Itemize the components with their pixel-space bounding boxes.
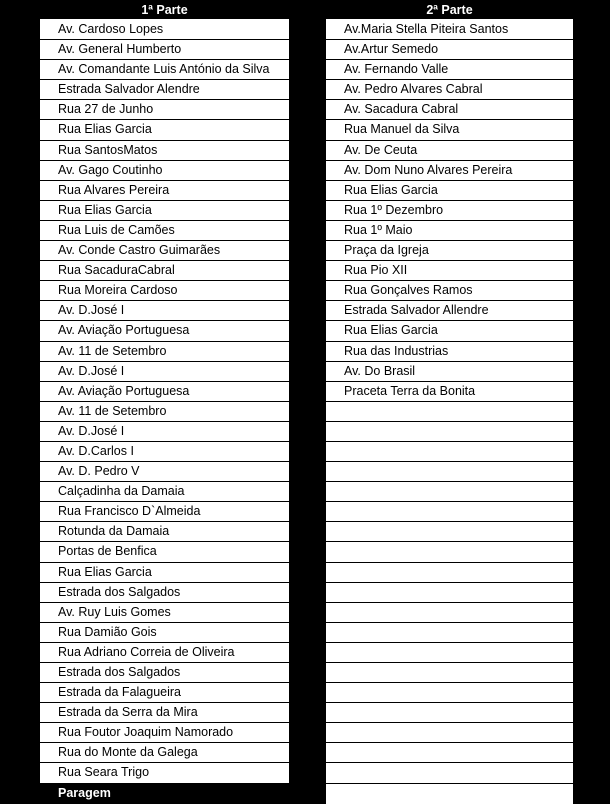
part2-row: Av.Maria Stella Piteira Santos: [326, 20, 573, 40]
part1-row: Av. Comandante Luis António da Silva: [40, 60, 289, 80]
part2-row: Praça da Igreja: [326, 241, 573, 261]
part1-row: Rotunda da Damaia: [40, 522, 289, 542]
part1-row: Rua Seara Trigo: [40, 763, 289, 783]
part1-row: Rua do Monte da Galega: [40, 743, 289, 763]
part2-row: Rua Manuel da Silva: [326, 120, 573, 140]
part1-row: Estrada dos Salgados: [40, 663, 289, 683]
part2-empty-row: [326, 402, 573, 422]
part1-row: Rua Damião Gois: [40, 623, 289, 643]
part1-row: Av. D. Pedro V: [40, 462, 289, 482]
part2-empty-row: [326, 583, 573, 603]
part1-row: Estrada da Falagueira: [40, 683, 289, 703]
part1-row: Av. Cardoso Lopes: [40, 20, 289, 40]
part1-row: Rua Foutor Joaquim Namorado: [40, 723, 289, 743]
part1-row: Rua 27 de Junho: [40, 100, 289, 120]
part2-empty-row: [326, 703, 573, 723]
part1-header: 1ª Parte: [40, 0, 289, 20]
part2-row: Rua Elias Garcia: [326, 181, 573, 201]
part2-header: 2ª Parte: [326, 0, 573, 20]
part2-row: Rua Pio XII: [326, 261, 573, 281]
part1-row: Rua Elias Garcia: [40, 201, 289, 221]
part1-row: Estrada dos Salgados: [40, 583, 289, 603]
part1-column: [40, 0, 289, 804]
part2-empty-row: [326, 763, 573, 783]
part2-empty-row: [326, 643, 573, 663]
part1-row: Rua Moreira Cardoso: [40, 281, 289, 301]
part1-row: Estrada Salvador Alendre: [40, 80, 289, 100]
part2-row: Av. Fernando Valle: [326, 60, 573, 80]
part2-row: Av. Pedro Alvares Cabral: [326, 80, 573, 100]
part2-empty-row: [326, 542, 573, 562]
part1-row: Av. Gago Coutinho: [40, 161, 289, 181]
part2-row: Rua 1º Dezembro: [326, 201, 573, 221]
part2-empty-row: [326, 723, 573, 743]
part2-empty-row: [326, 563, 573, 583]
part2-empty-row: [326, 422, 573, 442]
part2-row: Av. Sacadura Cabral: [326, 100, 573, 120]
part2-column: [326, 0, 573, 804]
part2-empty-row: [326, 502, 573, 522]
part1-row: Rua SantosMatos: [40, 141, 289, 161]
part2-empty-row: [326, 663, 573, 683]
part1-footer: Paragem: [40, 784, 289, 804]
part2-empty-row: [326, 462, 573, 482]
part2-row: Rua Gonçalves Ramos: [326, 281, 573, 301]
part2-list: [326, 20, 573, 804]
part1-row: Rua Elias Garcia: [40, 120, 289, 140]
part2-empty-row: [326, 522, 573, 542]
part2-row: Av. Do Brasil: [326, 362, 573, 382]
part1-list: [40, 20, 289, 784]
part1-row: Av. D.José I: [40, 422, 289, 442]
part1-row: Av. Ruy Luis Gomes: [40, 603, 289, 623]
part1-row: Rua Alvares Pereira: [40, 181, 289, 201]
part2-row: Rua Elias Garcia: [326, 321, 573, 341]
part1-row: Av. General Humberto: [40, 40, 289, 60]
part1-row: Portas de Benfica: [40, 542, 289, 562]
part2-row: Av. De Ceuta: [326, 141, 573, 161]
part1-row: Av. 11 de Setembro: [40, 402, 289, 422]
part1-row: Av. 11 de Setembro: [40, 342, 289, 362]
part1-row: Av. D.José I: [40, 362, 289, 382]
part1-row: Rua Luis de Camões: [40, 221, 289, 241]
part1-row: Av. D.José I: [40, 301, 289, 321]
part2-empty-row: [326, 482, 573, 502]
part2-empty-row: [326, 442, 573, 462]
part2-row: Rua 1º Maio: [326, 221, 573, 241]
part2-empty-row: [326, 683, 573, 703]
part2-empty-row: [326, 784, 573, 804]
part1-row: Av. Aviação Portuguesa: [40, 321, 289, 341]
part1-row: Av. D.Carlos I: [40, 442, 289, 462]
part1-row: Rua Francisco D`Almeida: [40, 502, 289, 522]
part2-row: Rua das Industrias: [326, 342, 573, 362]
part2-row: Av.Artur Semedo: [326, 40, 573, 60]
part1-row: Estrada da Serra da Mira: [40, 703, 289, 723]
part2-empty-row: [326, 743, 573, 763]
part2-row: Praceta Terra da Bonita: [326, 382, 573, 402]
part1-row: Calçadinha da Damaia: [40, 482, 289, 502]
part1-row: Rua Elias Garcia: [40, 563, 289, 583]
part2-row: Av. Dom Nuno Alvares Pereira: [326, 161, 573, 181]
part2-empty-row: [326, 623, 573, 643]
part2-empty-row: [326, 603, 573, 623]
part1-row: Av. Aviação Portuguesa: [40, 382, 289, 402]
part2-row: Estrada Salvador Allendre: [326, 301, 573, 321]
part1-row: Av. Conde Castro Guimarães: [40, 241, 289, 261]
part1-row: Rua SacaduraCabral: [40, 261, 289, 281]
part1-row: Rua Adriano Correia de Oliveira: [40, 643, 289, 663]
